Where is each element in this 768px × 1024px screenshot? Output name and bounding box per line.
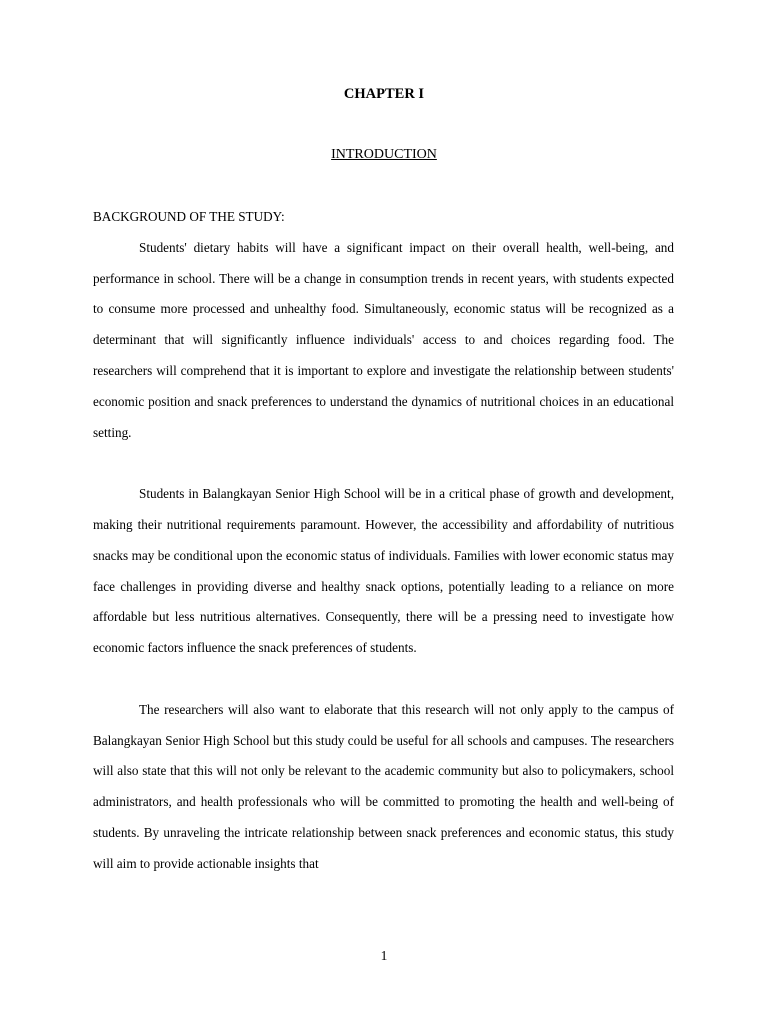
paragraph-3: The researchers will also want to elaborate that this research will not only apply to the campus of Balangkayan Senior High School but this study could be useful for all schools and campuses. The researchers will also state that this will not only be relevant to the academic community but also to policymakers, school administrators, and health professionals who will be committed to promoting the health and well-being of students. By unraveling the intricate relationship between snack preferences and economic status, this study will aim to provide actionable insights that [93,701,674,871]
section-heading: BACKGROUND OF THE STUDY: [93,209,285,224]
paragraph-2: Students in Balangkayan Senior High School will be in a critical phase of growth and development, making their nutritional requirements paramount. However, the accessibility and affordability of nutritious snacks may be conditional upon the economic status of individuals. Families with lower economic status may face challenges in providing diverse and healthy snack options, potentially leading to a reliance on more affordable but less nutritious alternatives. Consequently, there will be a pressing need to investigate how economic factors influence the snack preferences of students. [93,486,674,656]
chapter-heading: CHAPTER I [343,86,425,102]
paragraph-1: Students' dietary habits will have a significant impact on their overall health, well-being, and performance in school. There will be a change in consumption trends in recent years, with students expected to consume more processed and unhealthy food. Simultaneously, economic status will be recognized as a determinant that will significantly influence individuals' access to and choices regarding food. The researchers will comprehend that it is important to explore and investigate the relationship between students' economic position and snack preferences to understand the dynamics of nutritional choices in an educational setting. [93,239,674,440]
page-number: 1 [380,948,388,963]
chapter-title: INTRODUCTION [331,147,437,162]
body-text [93,202,674,880]
